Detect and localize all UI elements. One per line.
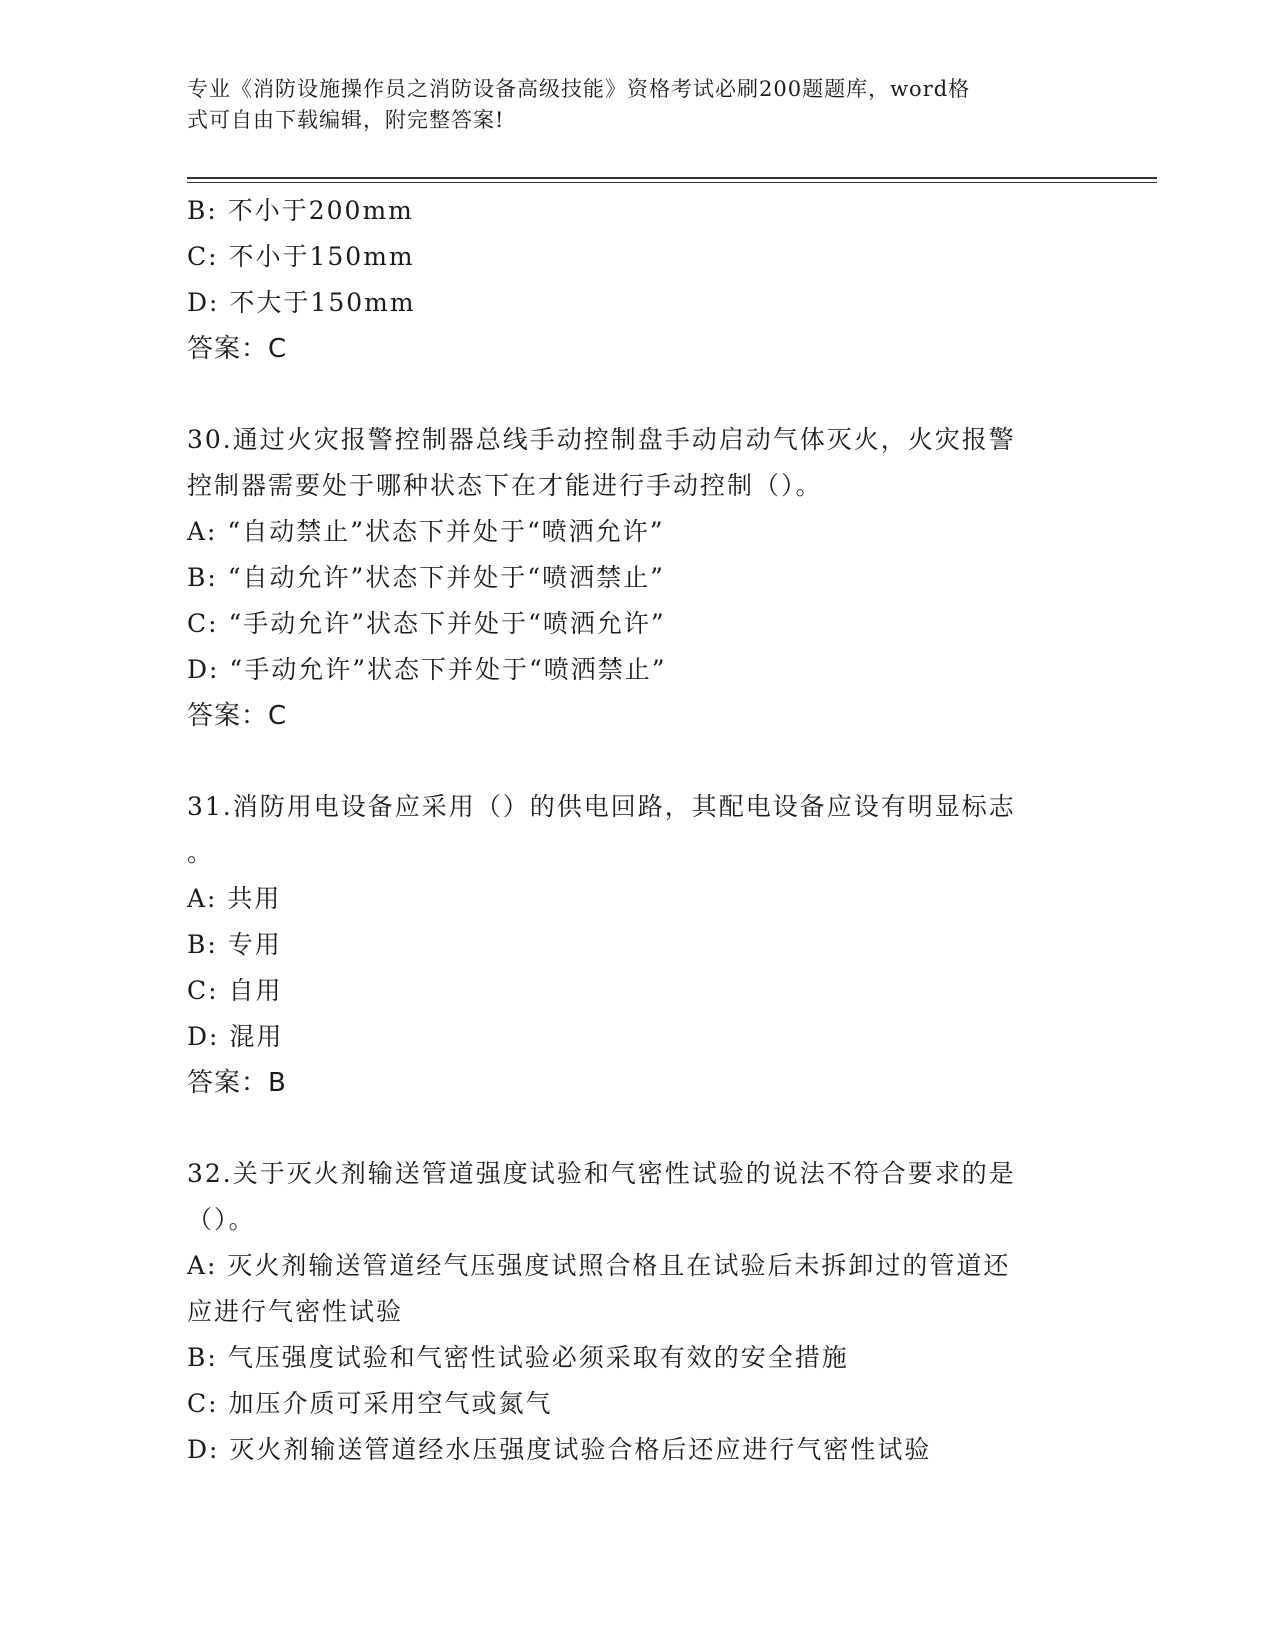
option-d: D: 不大于150mm [187,288,416,317]
option-b: B: 专用 [187,930,282,959]
header-divider-thin [187,182,1157,183]
option-d: D: 混用 [187,1022,284,1051]
answer-label: 答案：C [187,701,288,731]
option-a: A: “自动禁止”状态下并处于“喷洒允许” [187,517,665,546]
option-c: C: “手动允许”状态下并处于“喷洒允许” [187,609,666,638]
question-list [187,188,1077,1473]
question-text-line-1: 32.关于灭火剂输送管道强度试验和气密性试验的说法不符合要求的是 [187,1159,1016,1188]
question-text-line-2: 控制器需要处于哪种状态下在才能进行手动控制（）。 [187,471,823,500]
document-header [187,74,1067,136]
question-30 [187,417,1077,739]
spacer [187,739,1077,784]
option-c: C: 自用 [187,976,283,1005]
option-a: A: 共用 [187,884,282,913]
option-c: C: 不小于150mm [187,242,415,271]
option-d: D: 灭火剂输送管道经水压强度试验合格后还应进行气密性试验 [187,1435,932,1464]
header-line-1: 专业《消防设施操作员之消防设备高级技能》资格考试必刷200题题库，word格 [187,77,971,101]
answer-label: 答案：C [187,334,288,364]
header-line-2: 式可自由下载编辑，附完整答案! [187,108,505,132]
option-a-line-2: 应进行气密性试验 [187,1297,404,1326]
answer-label: 答案：B [187,1068,287,1098]
question-text-line-2: （）。 [187,1205,256,1234]
header-divider-thick [187,177,1157,179]
spacer [187,372,1077,417]
option-c: C: 加压介质可采用空气或氮气 [187,1389,553,1418]
question-29-tail [187,188,1077,372]
option-a-line-1: A: 灭火剂输送管道经气压强度试照合格且在试验后未拆卸过的管道还 [187,1251,1011,1280]
question-32 [187,1151,1077,1473]
question-text-line-1: 31.消防用电设备应采用（）的供电回路，其配电设备应设有明显标志 [187,792,1016,821]
question-31 [187,784,1077,1106]
spacer [187,1106,1077,1151]
option-b: B: “自动允许”状态下并处于“喷洒禁止” [187,563,665,592]
option-b: B: 气压强度试验和气密性试验必须采取有效的安全措施 [187,1343,849,1372]
option-d: D: “手动允许”状态下并处于“喷洒禁止” [187,655,667,684]
question-text-line-2: 。 [187,838,215,867]
option-b: B: 不小于200mm [187,196,414,225]
question-text-line-1: 30.通过火灾报警控制器总线手动控制盘手动启动气体灭火，火灾报警 [187,425,1016,454]
